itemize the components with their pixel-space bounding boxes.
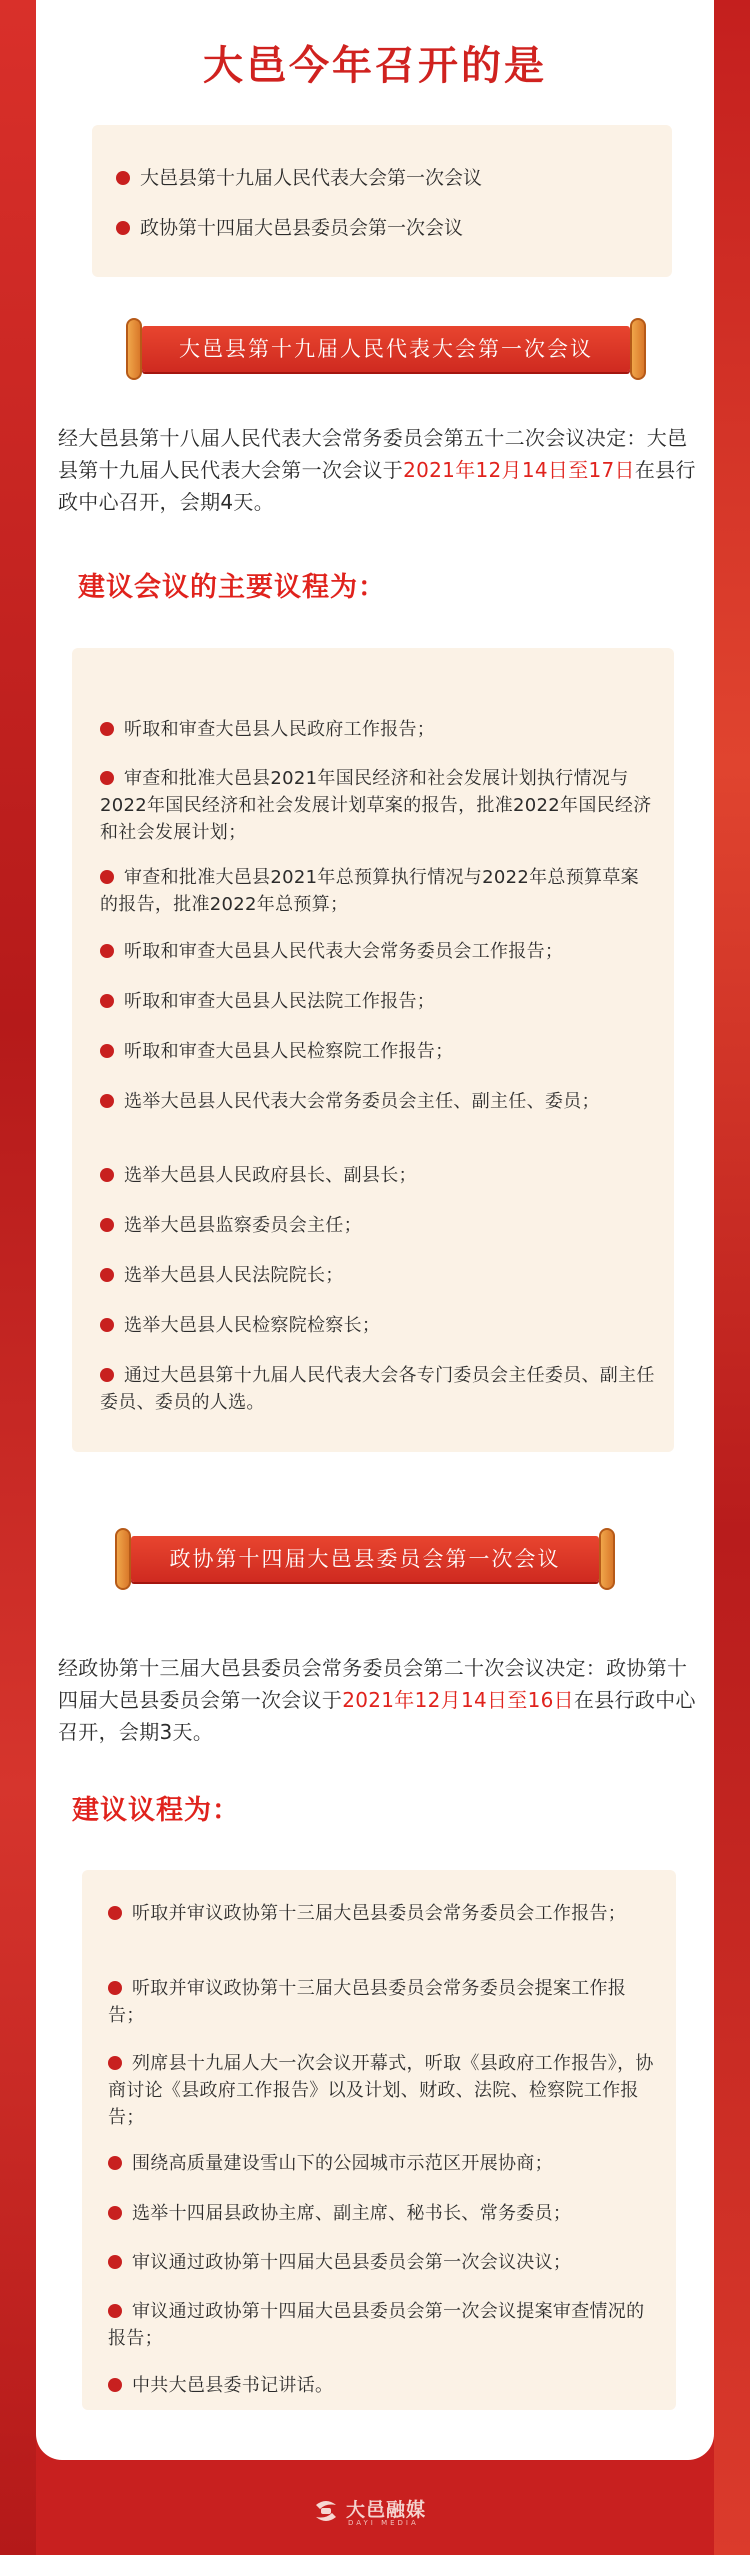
bullet-dot-icon (100, 1368, 114, 1382)
agenda-item: 听取和审查大邑县人民检察院工作报告； (100, 1038, 655, 1065)
agenda-item: 列席县十九届人大一次会议开幕式，听取《县政府工作报告》，协商讨论《县政府工作报告》以及计划、财政、法院、检察院工作报告； (108, 2053, 654, 2128)
bullet-dot-icon (100, 994, 114, 1008)
bullet-dot-icon (108, 1906, 122, 1920)
cppcc-intro-paragraph: 经政协第十三届大邑县委员会常务委员会第二十次会议决定：政协第十四届大邑县委员会第一次会议于2021年12月14日至16日在县行政中心召开，会期3天。 (58, 1656, 696, 1744)
cppcc-banner-label: 政协第十四届大邑县委员会第一次会议 (131, 1536, 599, 1582)
npc-banner-label: 大邑县第十九届人民代表大会第一次会议 (142, 326, 630, 372)
bullet-dot-icon (108, 2378, 122, 2392)
npc-intro-paragraph: 经大邑县第十八届人民代表大会常务委员会第五十二次会议决定：大邑县第十九届人民代表大会第一次会议于2021年12月14日至17日在县行政中心召开，会期4天。 (58, 426, 696, 514)
agenda-item: 听取和审查大邑县人民法院工作报告； (100, 988, 655, 1015)
agenda-item: 听取并审议政协第十三届大邑县委员会常务委员会工作报告； (108, 1900, 658, 1927)
npc-date-highlight: 2021年12月14日至17日 (403, 458, 635, 482)
agenda-item: 审查和批准大邑县2021年总预算执行情况与2022年总预算草案的报告，批准2022年总预算； (100, 867, 639, 915)
agenda-item: 围绕高质量建设雪山下的公园城市示范区开展协商； (108, 2150, 658, 2177)
summary-item: 大邑县第十九届人民代表大会第一次会议 (116, 164, 482, 192)
cppcc-banner (115, 1528, 615, 1590)
scroll-roll-icon (115, 1528, 131, 1590)
cppcc-agenda-title: 建议议程为： (72, 1795, 240, 1826)
agenda-item: 听取和审查大邑县人民代表大会常务委员会工作报告； (100, 938, 655, 965)
bullet-dot-icon (108, 2206, 122, 2220)
npc-agenda-title: 建议会议的主要议程为： (78, 572, 386, 603)
bullet-dot-icon (108, 2156, 122, 2170)
agenda-item: 审议通过政协第十四届大邑县委员会第一次会议决议； (108, 2249, 658, 2276)
bullet-dot-icon (116, 171, 130, 185)
agenda-item: 选举大邑县人民法院院长； (100, 1262, 655, 1289)
media-logo-icon (312, 2497, 340, 2525)
scroll-roll-icon (599, 1528, 615, 1590)
page-title: 大邑今年召开的是 (203, 43, 547, 89)
agenda-item: 选举十四届县政协主席、副主席、秘书长、常务委员； (108, 2200, 658, 2227)
agenda-item: 听取和审查大邑县人民政府工作报告； (100, 716, 655, 743)
bullet-dot-icon (100, 1094, 114, 1108)
agenda-item: 听取并审议政协第十三届大邑县委员会常务委员会提案工作报告； (108, 1978, 627, 2026)
bullet-dot-icon (108, 2304, 122, 2318)
right-red-border (714, 0, 750, 2555)
scroll-roll-icon (126, 318, 142, 380)
agenda-item: 选举大邑县人民检察院检察长； (100, 1312, 655, 1339)
bullet-dot-icon (108, 1981, 122, 1995)
agenda-item: 通过大邑县第十九届人民代表大会各专门委员会主任委员、副主任委员、委员的人选。 (100, 1365, 655, 1413)
bullet-dot-icon (100, 1268, 114, 1282)
cppcc-date-highlight: 2021年12月14日至16日 (342, 1688, 574, 1712)
bullet-dot-icon (108, 2056, 122, 2070)
bullet-dot-icon (100, 722, 114, 736)
bullet-dot-icon (116, 221, 130, 235)
summary-item: 政协第十四届大邑县委员会第一次会议 (116, 214, 463, 242)
bullet-dot-icon (100, 870, 114, 884)
bullet-dot-icon (100, 1168, 114, 1182)
agenda-item: 选举大邑县监察委员会主任； (100, 1212, 655, 1239)
bullet-dot-icon (100, 1218, 114, 1232)
bullet-dot-icon (100, 1318, 114, 1332)
left-red-border (0, 0, 36, 2555)
bullet-dot-icon (100, 771, 114, 785)
bullet-dot-icon (108, 2255, 122, 2269)
logo-subtext: DAYI MEDIA (348, 2519, 419, 2527)
scroll-roll-icon (630, 318, 646, 380)
npc-banner (126, 318, 646, 380)
summary-card (92, 125, 672, 277)
agenda-item: 审议通过政协第十四届大邑县委员会第一次会议提案审查情况的报告； (108, 2301, 645, 2349)
agenda-item: 选举大邑县人民政府县长、副县长； (100, 1162, 655, 1189)
agenda-item: 中共大邑县委书记讲话。 (108, 2372, 658, 2399)
bullet-dot-icon (100, 944, 114, 958)
agenda-item: 审查和批准大邑县2021年国民经济和社会发展计划执行情况与2022年国民经济和社会发展计划草案的报告，批准2022年国民经济和社会发展计划； (100, 768, 652, 843)
logo-text: 大邑融媒 (346, 2499, 427, 2521)
footer-logo (312, 2493, 442, 2529)
agenda-item: 选举大邑县人民代表大会常务委员会主任、副主任、委员； (100, 1088, 655, 1115)
bullet-dot-icon (100, 1044, 114, 1058)
